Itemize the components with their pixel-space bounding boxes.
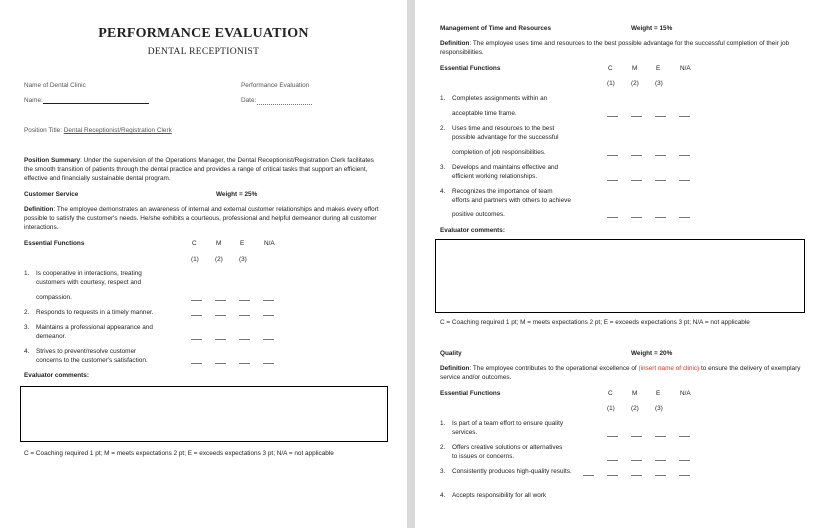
rating-c-field[interactable] (607, 436, 618, 437)
rating-m-field[interactable] (631, 116, 642, 117)
definition-label: Definition (24, 206, 54, 213)
function-item-text: efforts and partners with others to achieve (452, 197, 571, 204)
rating-extra-field[interactable] (679, 475, 690, 476)
rating-c-field[interactable] (191, 315, 202, 316)
function-item-text: services. (452, 429, 478, 436)
position-title (24, 126, 172, 135)
rating-c-field[interactable] (607, 155, 618, 156)
section-heading: Quality (440, 350, 462, 357)
name-label: Name: (24, 97, 43, 104)
rating-m-field[interactable] (631, 436, 642, 437)
rating-c-field[interactable] (583, 475, 594, 476)
column-e-points: (3) (655, 405, 663, 412)
rating-m-field[interactable] (215, 363, 226, 364)
column-m-points: (2) (631, 80, 639, 87)
rating-na-field[interactable] (263, 300, 274, 301)
clinic-name-placeholder: (insert name of clinic) (638, 365, 700, 372)
rating-na-field[interactable] (679, 460, 690, 461)
rating-na-field[interactable] (679, 155, 690, 156)
function-item-number: 4. (24, 348, 30, 355)
rating-e-field[interactable] (655, 116, 666, 117)
rating-m-field[interactable] (631, 460, 642, 461)
position-summary-text: : Under the supervision of the Operations Manager, the Dental Receptionist/Registration Clerk facilitates the smooth transition of patients through the dental practice and provides a range of critical tasks that support an efficient, effective and financially sustainable dental program. (24, 157, 374, 182)
rating-na-field[interactable] (263, 339, 274, 340)
rating-legend: C = Coaching required 1 pt; M = meets expectations 2 pt; E = exceeds expectations 3 pt; N/A = not applicable (24, 450, 334, 457)
section-definition (24, 205, 384, 232)
function-item-number: 4. (440, 188, 446, 195)
name-field[interactable] (43, 103, 149, 104)
rating-e-field[interactable] (631, 475, 642, 476)
column-e: E (240, 240, 245, 247)
function-item-text: positive outcomes. (452, 211, 505, 218)
rating-m-field[interactable] (631, 155, 642, 156)
rating-m-field[interactable] (215, 300, 226, 301)
rating-e-field[interactable] (655, 217, 666, 218)
column-na: N/A (680, 65, 691, 72)
rating-e-field[interactable] (239, 315, 250, 316)
essential-functions-label: Essential Functions (440, 65, 501, 72)
performance-evaluation-label: Performance Evaluation (241, 82, 310, 89)
section-definition (440, 364, 810, 382)
rating-m-field[interactable] (631, 217, 642, 218)
rating-legend: C = Coaching required 1 pt; M = meets expectations 2 pt; E = exceeds expectations 3 pt; N/A = not applicable (440, 319, 750, 326)
function-item-number: 2. (440, 125, 446, 132)
function-item-text: Maintains a professional appearance and (36, 324, 153, 331)
function-item-number: 4. (440, 492, 446, 499)
document-page-1 (0, 0, 407, 528)
function-item-text: Accepts responsibility for all work (452, 492, 547, 499)
rating-c-field[interactable] (607, 116, 618, 117)
document-page-2 (415, 0, 824, 528)
evaluator-comments-box[interactable] (435, 239, 805, 313)
evaluator-comments-label: Evaluator comments: (440, 227, 505, 234)
function-item-text: concerns to the customer's satisfaction. (36, 357, 148, 364)
function-item-text: Is cooperative in interactions, treating (36, 270, 142, 277)
rating-c-field[interactable] (191, 339, 202, 340)
column-e: E (656, 390, 661, 397)
essential-functions-label: Essential Functions (440, 390, 501, 397)
column-c: C (608, 390, 613, 397)
rating-e-field[interactable] (655, 180, 666, 181)
rating-na-field[interactable] (263, 315, 274, 316)
rating-m-field[interactable] (631, 180, 642, 181)
rating-e-field[interactable] (655, 460, 666, 461)
page-title: PERFORMANCE EVALUATION (98, 26, 309, 41)
rating-na-field[interactable] (263, 363, 274, 364)
definition-text: : The employee demonstrates an awareness of internal and external customer relationships and makes every effort possible to satisfy the customer's needs. He/she exhibits a courteous, professional and helpful demeanor during all customer interactions. (24, 206, 379, 231)
definition-label: Definition (440, 40, 470, 47)
section-definition (440, 39, 805, 57)
function-item-text: Uses time and resources to the best (452, 125, 555, 132)
position-title-label: Position Title: (24, 127, 63, 134)
rating-m-field[interactable] (607, 475, 618, 476)
rating-e-field[interactable] (239, 339, 250, 340)
column-m: M (632, 390, 638, 397)
rating-c-field[interactable] (191, 363, 202, 364)
function-item-text: Strives to prevent/resolve customer (36, 348, 137, 355)
column-e-points: (3) (239, 256, 247, 263)
rating-m-field[interactable] (215, 339, 226, 340)
column-m-points: (2) (631, 405, 639, 412)
column-c: C (608, 65, 613, 72)
function-item-text: compassion. (36, 294, 72, 301)
column-e-points: (3) (655, 80, 663, 87)
column-c-points: (1) (191, 256, 199, 263)
function-item-text: Consistently produces high-quality results. (452, 468, 572, 475)
function-item-text: Completes assignments within an (452, 95, 548, 102)
section-heading: Customer Service (24, 191, 79, 198)
evaluator-comments-label: Evaluator comments: (24, 372, 89, 379)
date-field[interactable] (257, 104, 312, 105)
rating-na-field[interactable] (655, 475, 666, 476)
definition-label: Definition (440, 365, 470, 372)
function-item-text: possible advantage for the successful (452, 134, 559, 141)
column-c-points: (1) (607, 405, 615, 412)
rating-e-field[interactable] (239, 300, 250, 301)
function-item-number: 1. (24, 270, 30, 277)
rating-c-field[interactable] (607, 217, 618, 218)
column-m: M (216, 240, 222, 247)
function-item-text: demeanor. (36, 333, 67, 340)
function-item-number: 3. (24, 324, 30, 331)
rating-c-field[interactable] (607, 180, 618, 181)
function-item-number: 2. (440, 444, 446, 451)
function-item-text: customers with courtesy, respect and (36, 279, 142, 286)
function-item-text: Recognizes the importance of team (452, 188, 553, 195)
function-item-number: 3. (440, 164, 446, 171)
section-weight: Weight = 20% (631, 350, 673, 357)
column-m: M (632, 65, 638, 72)
essential-functions-label: Essential Functions (24, 240, 85, 247)
column-e: E (656, 65, 661, 72)
function-item-number: 1. (440, 95, 446, 102)
definition-text: to ensure the delivery of exemplary service and/or outcomes. (440, 365, 801, 381)
function-item-text: Is part of a team effort to ensure quality (452, 420, 564, 427)
rating-na-field[interactable] (679, 217, 690, 218)
rating-e-field[interactable] (655, 155, 666, 156)
position-title-value: Dental Receptionist/Registration Clerk (63, 127, 172, 134)
definition-text: : The employee contributes to the operational excellence of (469, 365, 639, 372)
function-item-text: Develops and maintains effective and (452, 164, 559, 171)
function-item-number: 2. (24, 309, 30, 316)
rating-c-field[interactable] (191, 300, 202, 301)
position-summary (24, 156, 374, 183)
column-na: N/A (264, 240, 275, 247)
evaluator-comments-box[interactable] (20, 386, 388, 442)
function-item-text: efficient working relationships. (452, 173, 538, 180)
function-item-text: to issues or concerns. (452, 453, 515, 460)
rating-c-field[interactable] (607, 460, 618, 461)
section-weight: Weight = 15% (631, 25, 673, 32)
position-summary-label: Position Summary (24, 157, 81, 164)
page-subtitle: DENTAL RECEPTIONIST (147, 47, 260, 57)
rating-e-field[interactable] (655, 436, 666, 437)
column-c-points: (1) (607, 80, 615, 87)
clinic-label: Name of Dental Clinic (24, 82, 86, 89)
function-item-text: Responds to requests in a timely manner. (36, 309, 154, 316)
function-item-text: acceptable time frame. (452, 110, 517, 117)
definition-text: : The employee uses time and resources to the best possible advantage for the successful completion of their job responsibilities. (440, 40, 790, 56)
rating-m-field[interactable] (215, 315, 226, 316)
section-heading: Management of Time and Resources (440, 25, 552, 32)
function-item-text: completion of job responsibilities. (452, 149, 546, 156)
rating-na-field[interactable] (679, 116, 690, 117)
section-weight: Weight = 25% (216, 191, 258, 198)
function-item-number: 1. (440, 420, 446, 427)
function-item-number: 3. (440, 468, 446, 475)
column-m-points: (2) (215, 256, 223, 263)
column-c: C (192, 240, 197, 247)
column-na: N/A (680, 390, 691, 397)
rating-e-field[interactable] (239, 363, 250, 364)
date-label: Date: (241, 97, 257, 104)
function-item-text: Offers creative solutions or alternatives (452, 444, 563, 451)
rating-na-field[interactable] (679, 436, 690, 437)
rating-na-field[interactable] (679, 180, 690, 181)
